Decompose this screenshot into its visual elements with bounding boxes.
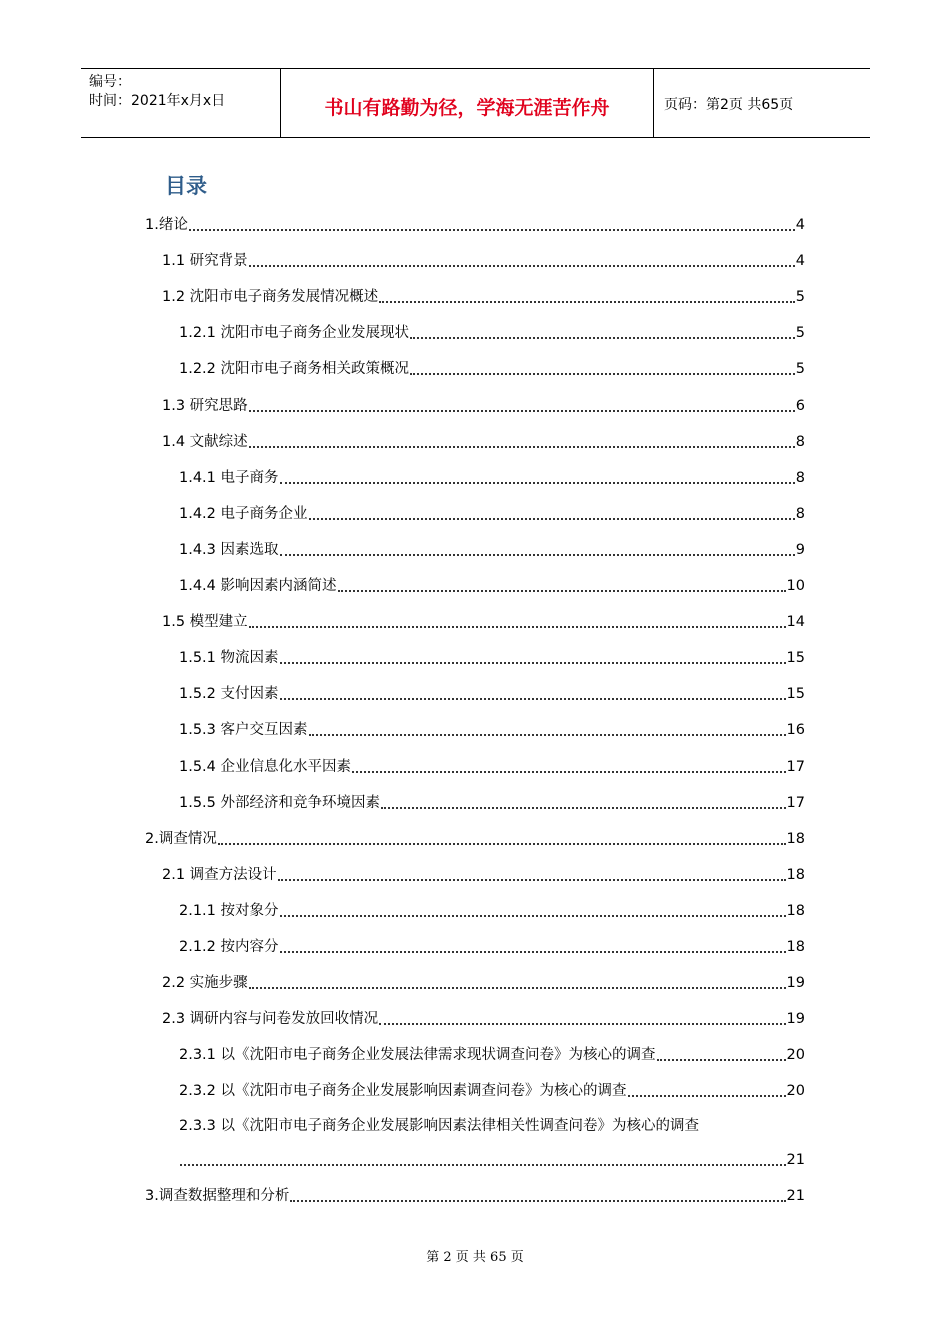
toc-entry-label: 1.5.3 客户交互因素 [179, 722, 308, 739]
toc-entry-label: 1.3 研究思路 [162, 397, 248, 414]
toc-entry[interactable] [145, 827, 805, 849]
dot-leader [249, 620, 786, 628]
toc-entry[interactable] [162, 430, 805, 452]
dot-leader [309, 512, 795, 520]
header-number-label: 编号： [89, 74, 131, 90]
dot-leader [249, 981, 786, 989]
dot-leader [189, 223, 795, 231]
header-meta [81, 69, 281, 137]
toc-entry-page: 5 [795, 325, 805, 342]
toc-entry[interactable] [179, 755, 805, 777]
toc-entry-page: 18 [786, 866, 805, 883]
toc-entry-label: 2.1.2 按内容分 [179, 939, 279, 955]
toc-entry-page: 16 [786, 722, 805, 739]
toc-entry-page: 8 [795, 433, 805, 450]
toc-entry-label: 1.2 沈阳市电子商务发展情况概述 [162, 289, 379, 306]
toc-entry-label: 1.4.3 因素选取 [179, 541, 279, 558]
toc-entry-page: 21 [786, 1187, 805, 1204]
toc-entry[interactable] [179, 1079, 805, 1101]
toc-entry-page: 17 [786, 794, 805, 811]
dot-leader [280, 548, 795, 556]
dot-leader [218, 837, 786, 845]
toc-entry[interactable] [162, 285, 805, 307]
dot-leader [278, 873, 786, 881]
header-slogan: 书山有路勤为径，学海无涯苦作舟 [281, 69, 654, 137]
toc-entry[interactable] [162, 863, 805, 885]
toc-entry[interactable] [162, 394, 805, 416]
toc-entry-label: 1.2.2 沈阳市电子商务相关政策概况 [179, 361, 410, 378]
toc-entry-label: 1.5.2 支付因素 [179, 686, 279, 703]
page-footer: 第 2 页 共 65 页 [426, 1250, 524, 1265]
toc-entry-page: 14 [786, 614, 805, 631]
toc-entry-label: 1.5.5 外部经济和竞争环境因素 [179, 794, 381, 811]
toc-entry-page: 8 [795, 469, 805, 486]
toc-entry-label: 1.5.1 物流因素 [179, 650, 279, 667]
toc-entry[interactable] [179, 357, 805, 379]
dot-leader [338, 584, 786, 592]
toc-entry-label: 1.4.2 电子商务企业 [179, 505, 308, 522]
toc-entry[interactable] [162, 971, 805, 993]
dot-leader [379, 1017, 785, 1025]
dot-leader [280, 692, 786, 700]
toc-entry-label: 2.3.3 以《沈阳市电子商务企业发展影响因素法律相关性调查问卷》为核心的调查 [179, 1117, 700, 1134]
toc-entry[interactable] [179, 466, 805, 488]
toc-entry-page: 4 [795, 217, 805, 233]
toc-entry[interactable] [179, 502, 805, 524]
toc-entry-page: 9 [795, 541, 805, 558]
toc-entry-label: 1.绪论 [145, 217, 188, 233]
toc-entry[interactable] [179, 899, 805, 921]
toc-entry-page: 5 [795, 289, 805, 306]
toc-entry-page: 20 [786, 1083, 805, 1100]
toc-entry[interactable] [179, 646, 805, 668]
toc-entry-label: 2.2 实施步骤 [162, 975, 248, 992]
dot-leader [410, 367, 795, 375]
toc-entry-page: 17 [786, 758, 805, 775]
toc-entry[interactable] [179, 538, 805, 560]
toc-entry-label: 2.3 调研内容与问卷发放回收情况 [162, 1011, 379, 1028]
toc-entry-label: 1.2.1 沈阳市电子商务企业发展现状 [179, 325, 410, 342]
toc-entry-page: 6 [795, 397, 805, 414]
toc-entry[interactable] [179, 1148, 805, 1170]
dot-leader [249, 440, 795, 448]
dot-leader [628, 1089, 786, 1097]
toc-entry-page: 21 [786, 1151, 805, 1168]
toc-entry[interactable] [179, 574, 805, 596]
toc-entry[interactable] [179, 1043, 805, 1065]
toc-entry-label: 1.4.4 影响因素内涵简述 [179, 578, 337, 594]
toc-entry[interactable] [162, 1007, 805, 1029]
toc-entry-label: 2.3.1 以《沈阳市电子商务企业发展法律需求现状调查问卷》为核心的调查 [179, 1047, 656, 1064]
toc-entry-label: 1.5 模型建立 [162, 614, 248, 631]
dot-leader [309, 728, 786, 736]
dot-leader [352, 765, 786, 773]
dot-leader [381, 801, 786, 809]
toc-entry-label: 1.4.1 电子商务 [179, 469, 279, 486]
toc-entry[interactable] [179, 321, 805, 343]
toc-entry[interactable] [145, 213, 805, 235]
dot-leader [180, 1158, 786, 1166]
toc-entry[interactable] [162, 610, 805, 632]
toc-entry-page: 20 [786, 1047, 805, 1064]
toc-entry-page: 18 [786, 830, 805, 847]
toc-entry-page: 18 [786, 939, 805, 955]
toc-entry-page: 10 [786, 578, 805, 594]
toc-entry-label: 2.1.1 按对象分 [179, 902, 279, 919]
dot-leader [280, 656, 786, 664]
toc-entry-label: 2.调查情况 [145, 830, 217, 847]
page-header [81, 68, 870, 138]
dot-leader [280, 476, 795, 484]
toc-entry[interactable] [179, 935, 805, 957]
toc-entry-page: 4 [795, 253, 805, 270]
toc-entry[interactable] [179, 791, 805, 813]
toc-entry-label: 2.1 调查方法设计 [162, 866, 277, 883]
toc-entry[interactable] [145, 1184, 805, 1206]
toc-entry-page: 15 [786, 650, 805, 667]
dot-leader [280, 945, 786, 953]
toc-entry-page: 18 [786, 902, 805, 919]
toc-entry-page: 19 [786, 1011, 805, 1028]
dot-leader [290, 1194, 785, 1202]
toc-entry-label: 1.1 研究背景 [162, 253, 248, 270]
toc-title: 目录 [165, 174, 207, 198]
toc-entry-page: 15 [786, 686, 805, 703]
toc-entry[interactable] [179, 718, 805, 740]
dot-leader [657, 1053, 786, 1061]
dot-leader [379, 295, 795, 303]
dot-leader [249, 404, 795, 412]
toc-entry-label: 3.调查数据整理和分析 [145, 1187, 290, 1204]
toc-entry-page: 8 [795, 505, 805, 522]
toc-entry[interactable] [179, 682, 805, 704]
dot-leader [410, 331, 795, 339]
toc-entry-label: 1.5.4 企业信息化水平因素 [179, 758, 352, 775]
header-page-info: 页码：第2页 共65页 [664, 97, 794, 113]
toc-entry-label: 2.3.2 以《沈阳市电子商务企业发展影响因素调查问卷》为核心的调查 [179, 1083, 627, 1100]
toc-entry-label: 1.4 文献综述 [162, 433, 248, 450]
toc-entry-page: 19 [786, 975, 805, 992]
header-time-label: 时间：2021年x月x日 [89, 93, 226, 109]
dot-leader [280, 909, 786, 917]
toc-entry-page: 5 [795, 361, 805, 378]
dot-leader [249, 259, 795, 267]
toc-entry[interactable] [162, 249, 805, 271]
